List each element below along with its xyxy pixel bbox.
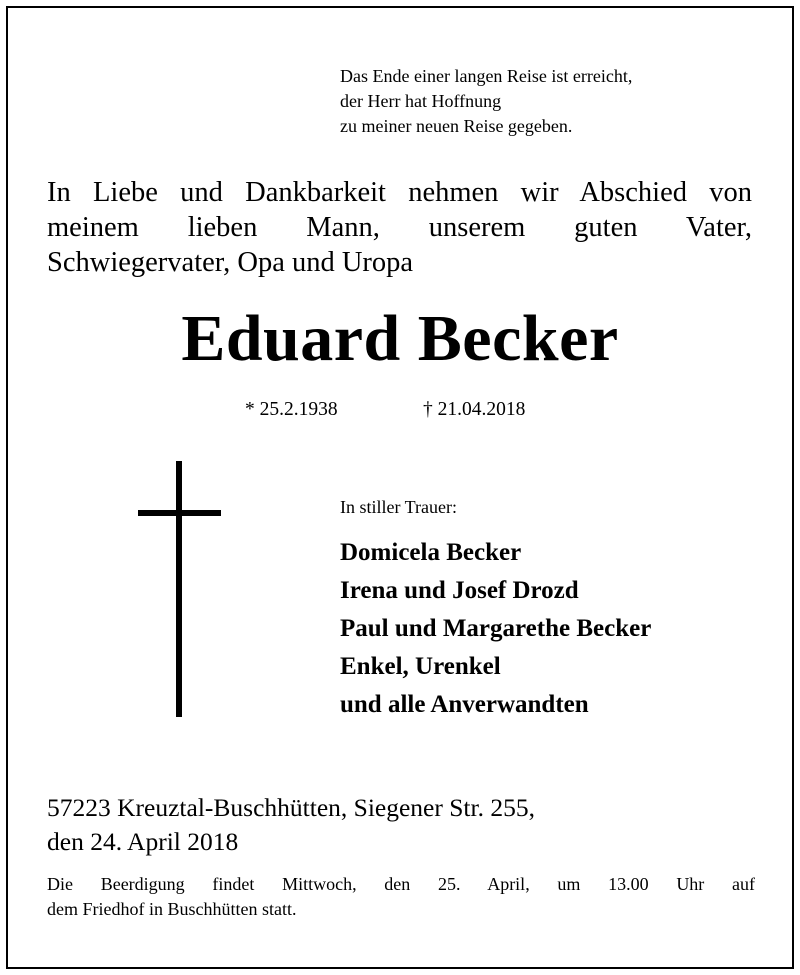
mourner-list <box>340 534 651 724</box>
funeral-line: Die Beerdigung findet Mittwoch, den 25. April, um 13.00 Uhr auf <box>47 874 755 894</box>
mourner-name: Irena und Josef Drozd <box>340 577 579 604</box>
funeral-line: dem Friedhof in Buschhütten statt. <box>47 899 297 919</box>
date-line: den 24. April 2018 <box>47 827 239 856</box>
birth-date: * 25.2.1938 <box>245 399 338 420</box>
intro-line: meinem lieben Mann, unserem guten Vater, <box>47 212 752 243</box>
deceased-name: Eduard Becker <box>181 302 619 375</box>
poem-line: der Herr hat Hoffnung <box>340 91 502 111</box>
cross-icon-vertical-bar <box>176 461 182 717</box>
poem-line: zu meiner neuen Reise gegeben. <box>340 116 573 136</box>
poem <box>340 64 632 139</box>
cross-icon-horizontal-bar <box>138 510 221 516</box>
mourning-label: In stiller Trauer: <box>340 497 457 517</box>
address-block <box>47 791 535 859</box>
intro-text <box>47 175 752 280</box>
funeral-info <box>47 872 755 922</box>
address-line: 57223 Kreuztal-Buschhütten, Siegener Str. 255, <box>47 793 535 822</box>
mourner-name: Paul und Margarethe Becker <box>340 615 652 642</box>
poem-line: Das Ende einer langen Reise ist erreicht, <box>340 66 633 86</box>
mourner-name: Enkel, Urenkel <box>340 653 501 680</box>
intro-line: Schwiegervater, Opa und Uropa <box>47 247 414 278</box>
intro-line: In Liebe und Dankbarkeit nehmen wir Abschied von <box>47 177 752 208</box>
mourner-name: Domicela Becker <box>340 539 522 566</box>
mourner-name: und alle Anverwandten <box>340 691 589 718</box>
death-date: † 21.04.2018 <box>423 399 526 420</box>
